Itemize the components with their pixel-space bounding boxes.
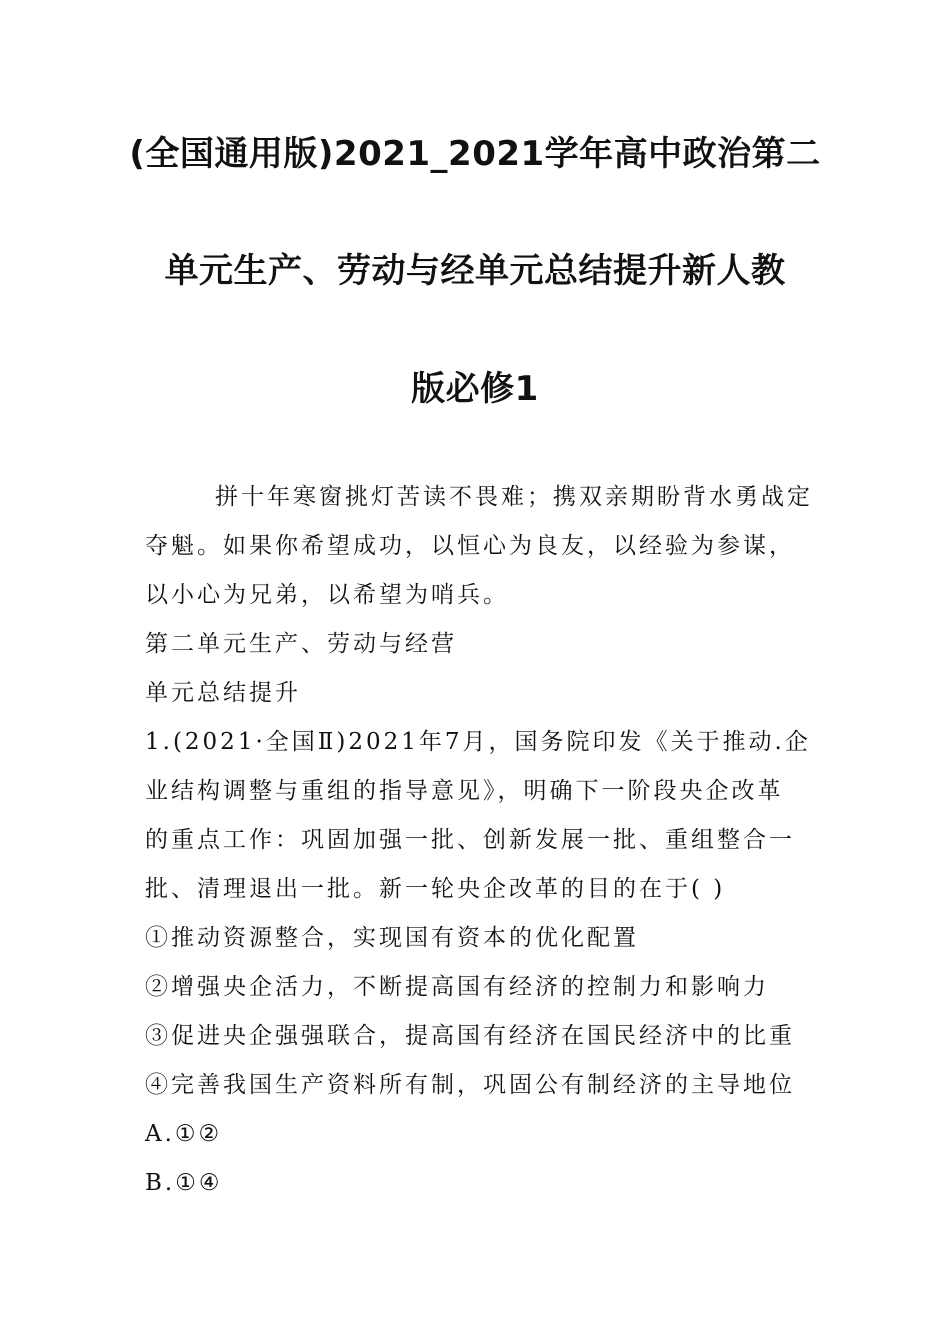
question-stem-line-4: 批、清理退出一批。新一轮央企改革的目的在于( ): [145, 876, 726, 902]
question-stem-line-1: 1.(2021·全国Ⅱ)2021年7月，国务院印发《关于推动.企: [145, 729, 811, 755]
unit-heading: 第二单元生产、劳动与经营: [145, 631, 457, 657]
document-title-line-1: (全国通用版)2021_2021学年高中政治第二: [129, 134, 821, 174]
question-stem-line-2: 业结构调整与重组的指导意见》，明确下一阶段央企改革: [145, 778, 784, 804]
statement-3: ③促进央企强强联合，提高国有经济在国民经济中的比重: [145, 1023, 795, 1049]
document-title-line-2: 单元生产、劳动与经单元总结提升新人教: [164, 251, 786, 291]
option-a: A.①②: [145, 1121, 223, 1147]
intro-line-2: 夺魁。如果你希望成功，以恒心为良友，以经验为参谋，: [145, 533, 795, 559]
document-title-line-3: 版必修1: [411, 369, 539, 409]
section-heading: 单元总结提升: [145, 680, 301, 706]
statement-1: ①推动资源整合，实现国有资本的优化配置: [145, 925, 639, 951]
intro-line-3: 以小心为兄弟，以希望为哨兵。: [145, 582, 509, 608]
intro-line-1: 拼十年寒窗挑灯苦读不畏难；携双亲期盼背水勇战定: [215, 484, 813, 510]
question-stem-line-3: 的重点工作：巩固加强一批、创新发展一批、重组整合一: [145, 827, 795, 853]
intro-paragraph: [145, 473, 813, 1208]
statement-2: ②增强央企活力，不断提高国有经济的控制力和影响力: [145, 974, 769, 1000]
statement-4: ④完善我国生产资料所有制，巩固公有制经济的主导地位: [145, 1072, 795, 1098]
option-b: B.①④: [145, 1170, 223, 1196]
